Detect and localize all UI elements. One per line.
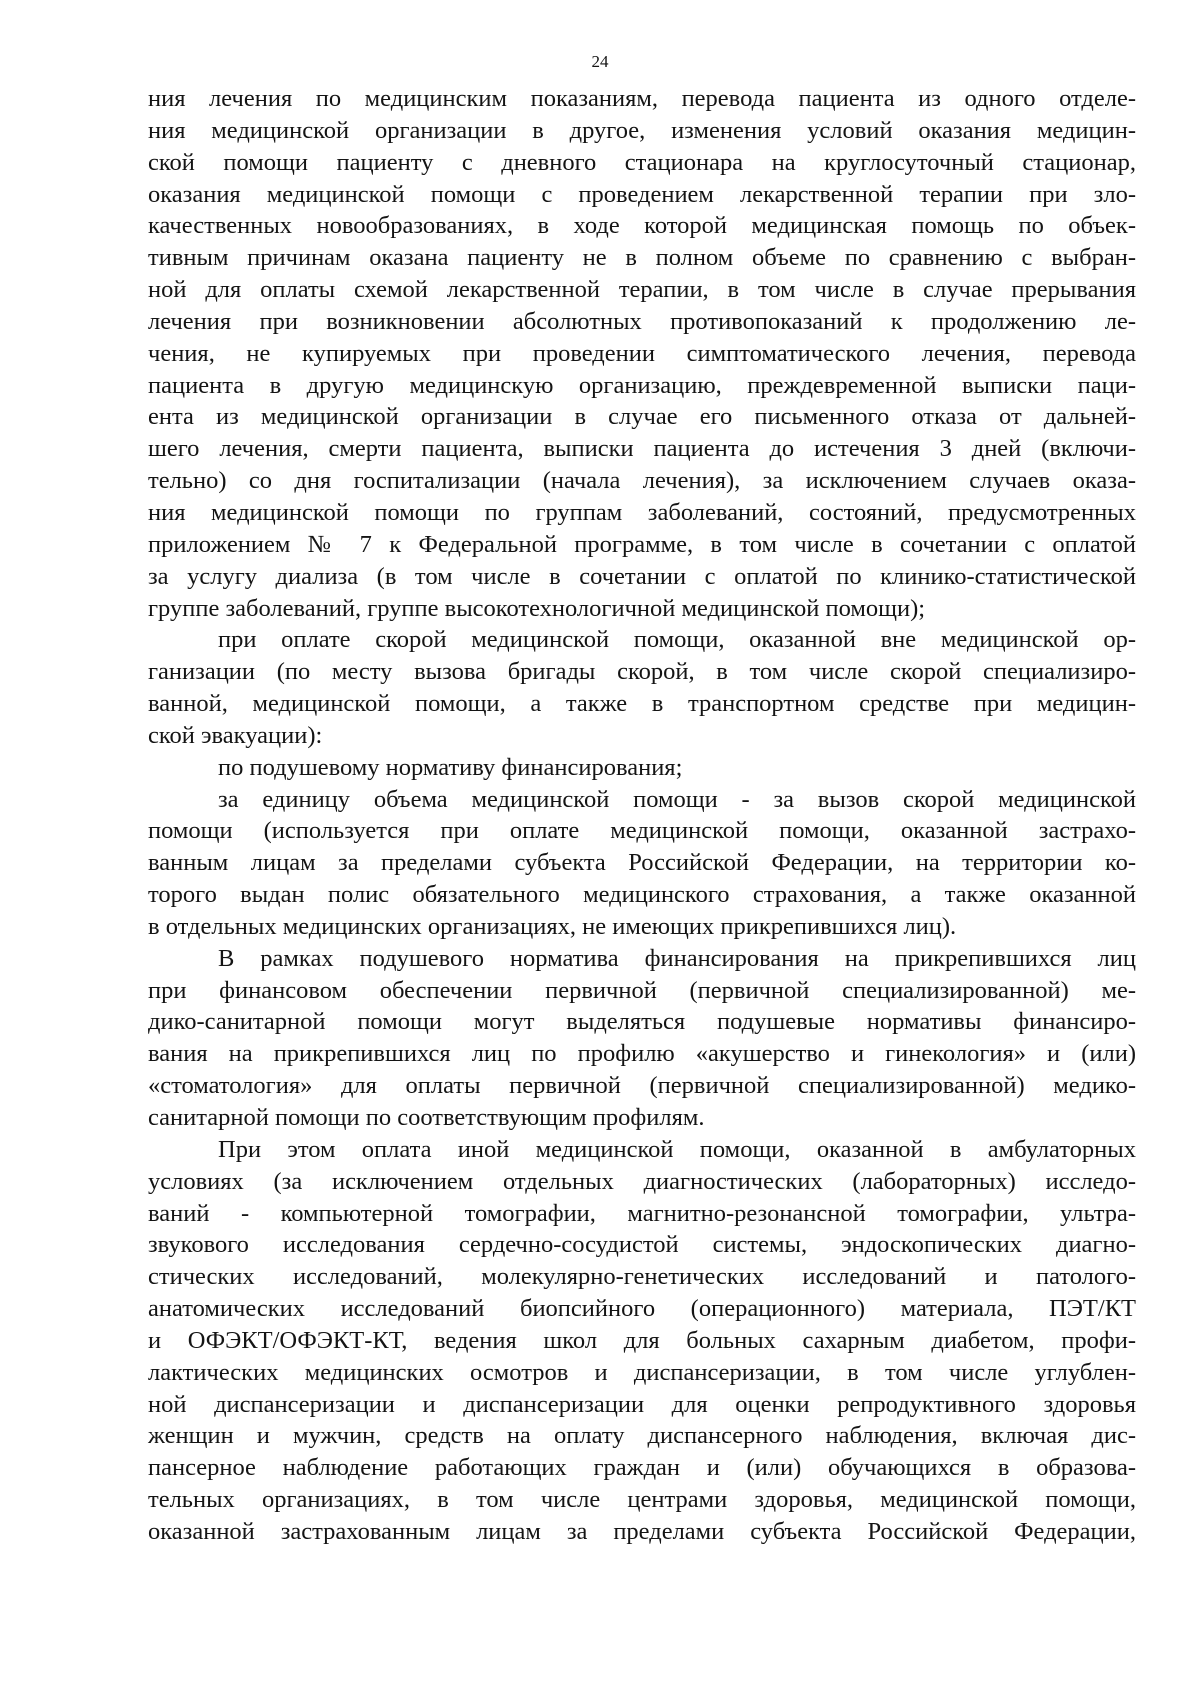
text-line: ганизации (по месту вызова бригады скорой, в том числе скорой специализиро- xyxy=(148,658,1136,686)
text-line: в отдельных медицинских организациях, не имеющих прикрепившихся лиц). xyxy=(148,912,957,940)
text-line: чения, не купируемых при проведении симптоматического лечения, перевода xyxy=(148,339,1136,367)
text-line: качественных новообразованиях, в ходе которой медицинская помощь по объек- xyxy=(148,212,1136,240)
text-line: анатомических исследований биопсийного (операционного) материала, ПЭТ/КТ xyxy=(148,1295,1136,1323)
text-line: лечения при возникновении абсолютных противопоказаний к продолжению ле- xyxy=(148,307,1136,335)
page-number: 24 xyxy=(591,52,609,71)
text-line: ента из медицинской организации в случае его письменного отказа от дальней- xyxy=(148,403,1136,431)
text-line: оказанной застрахованным лицам за пределами субъекта Российской Федерации, xyxy=(148,1517,1136,1545)
text-line: оказания медицинской помощи с проведением лекарственной терапии при зло- xyxy=(148,180,1136,208)
text-line: при оплате скорой медицинской помощи, оказанной вне медицинской ор- xyxy=(218,626,1136,654)
text-line: лактических медицинских осмотров и диспансеризации, в том числе углублен- xyxy=(148,1358,1136,1386)
text-line: приложением № 7 к Федеральной программе, в том числе в сочетании с оплатой xyxy=(148,530,1136,558)
text-line: тельно) со дня госпитализации (начала лечения), за исключением случаев оказа- xyxy=(148,467,1136,495)
text-line: ванной, медицинской помощи, а также в транспортном средстве при медицин- xyxy=(148,690,1136,718)
text-line: за единицу объема медицинской помощи - за вызов скорой медицинской xyxy=(218,785,1136,813)
text-line: тивным причинам оказана пациенту не в полном объеме по сравнению с выбран- xyxy=(148,244,1136,272)
text-line: «стоматология» для оплаты первичной (первичной специализированной) медико- xyxy=(148,1072,1136,1100)
text-line: за услугу диализа (в том числе в сочетании с оплатой по клинико-статистической xyxy=(148,562,1136,590)
text-line: по подушевому нормативу финансирования; xyxy=(218,753,683,781)
text-line: стических исследований, молекулярно-генетических исследований и патолого- xyxy=(148,1263,1136,1291)
text-line: тельных организациях, в том числе центрами здоровья, медицинской помощи, xyxy=(148,1486,1136,1514)
text-line: условиях (за исключением отдельных диагностических (лабораторных) исследо- xyxy=(148,1167,1136,1195)
text-line: пациента в другую медицинскую организацию, преждевременной выписки паци- xyxy=(148,371,1136,399)
text-line: дико-санитарной помощи могут выделяться подушевые нормативы финансиро- xyxy=(148,1008,1136,1036)
text-line: помощи (используется при оплате медицинской помощи, оказанной застрахо- xyxy=(148,817,1136,845)
text-line: ской эвакуации): xyxy=(148,721,323,749)
text-line: группе заболеваний, группе высокотехнологичной медицинской помощи); xyxy=(148,594,926,622)
text-line: В рамках подушевого норматива финансирования на прикрепившихся лиц xyxy=(218,944,1136,972)
text-line: торого выдан полис обязательного медицинского страхования, а также оказанной xyxy=(148,881,1136,909)
text-line: вания на прикрепившихся лиц по профилю «акушерство и гинекология» и (или) xyxy=(148,1040,1136,1068)
text-line: ваний - компьютерной томографии, магнитно-резонансной томографии, ультра- xyxy=(148,1199,1136,1227)
text-line: При этом оплата иной медицинской помощи, оказанной в амбулаторных xyxy=(218,1135,1136,1163)
text-line: санитарной помощи по соответствующим профилям. xyxy=(148,1104,705,1131)
text-line: пансерное наблюдение работающих граждан и (или) обучающихся в образова- xyxy=(148,1454,1136,1482)
text-line: ванным лицам за пределами субъекта Российской Федерации, на территории ко- xyxy=(148,849,1136,877)
text-line: и ОФЭКТ/ОФЭКТ-КТ, ведения школ для больных сахарным диабетом, профи- xyxy=(148,1326,1136,1354)
text-line: шего лечения, смерти пациента, выписки пациента до истечения 3 дней (включи- xyxy=(148,435,1136,463)
body-text xyxy=(148,83,1136,1548)
text-line: женщин и мужчин, средств на оплату диспансерного наблюдения, включая дис- xyxy=(148,1422,1136,1450)
text-line: ния медицинской организации в другое, изменения условий оказания медицин- xyxy=(148,116,1136,144)
text-line: ния лечения по медицинским показаниям, перевода пациента из одного отделе- xyxy=(148,85,1136,112)
text-line: ской помощи пациенту с дневного стационара на круглосуточный стационар, xyxy=(148,148,1136,176)
text-line: при финансовом обеспечении первичной (первичной специализированной) ме- xyxy=(148,976,1136,1004)
text-line: ной диспансеризации и диспансеризации для оценки репродуктивного здоровья xyxy=(148,1390,1136,1418)
text-line: ной для оплаты схемой лекарственной терапии, в том числе в случае прерывания xyxy=(148,276,1136,304)
text-line: ния медицинской помощи по группам заболеваний, состояний, предусмотренных xyxy=(148,498,1136,526)
text-line: звукового исследования сердечно-сосудистой системы, эндоскопических диагно- xyxy=(148,1231,1136,1259)
